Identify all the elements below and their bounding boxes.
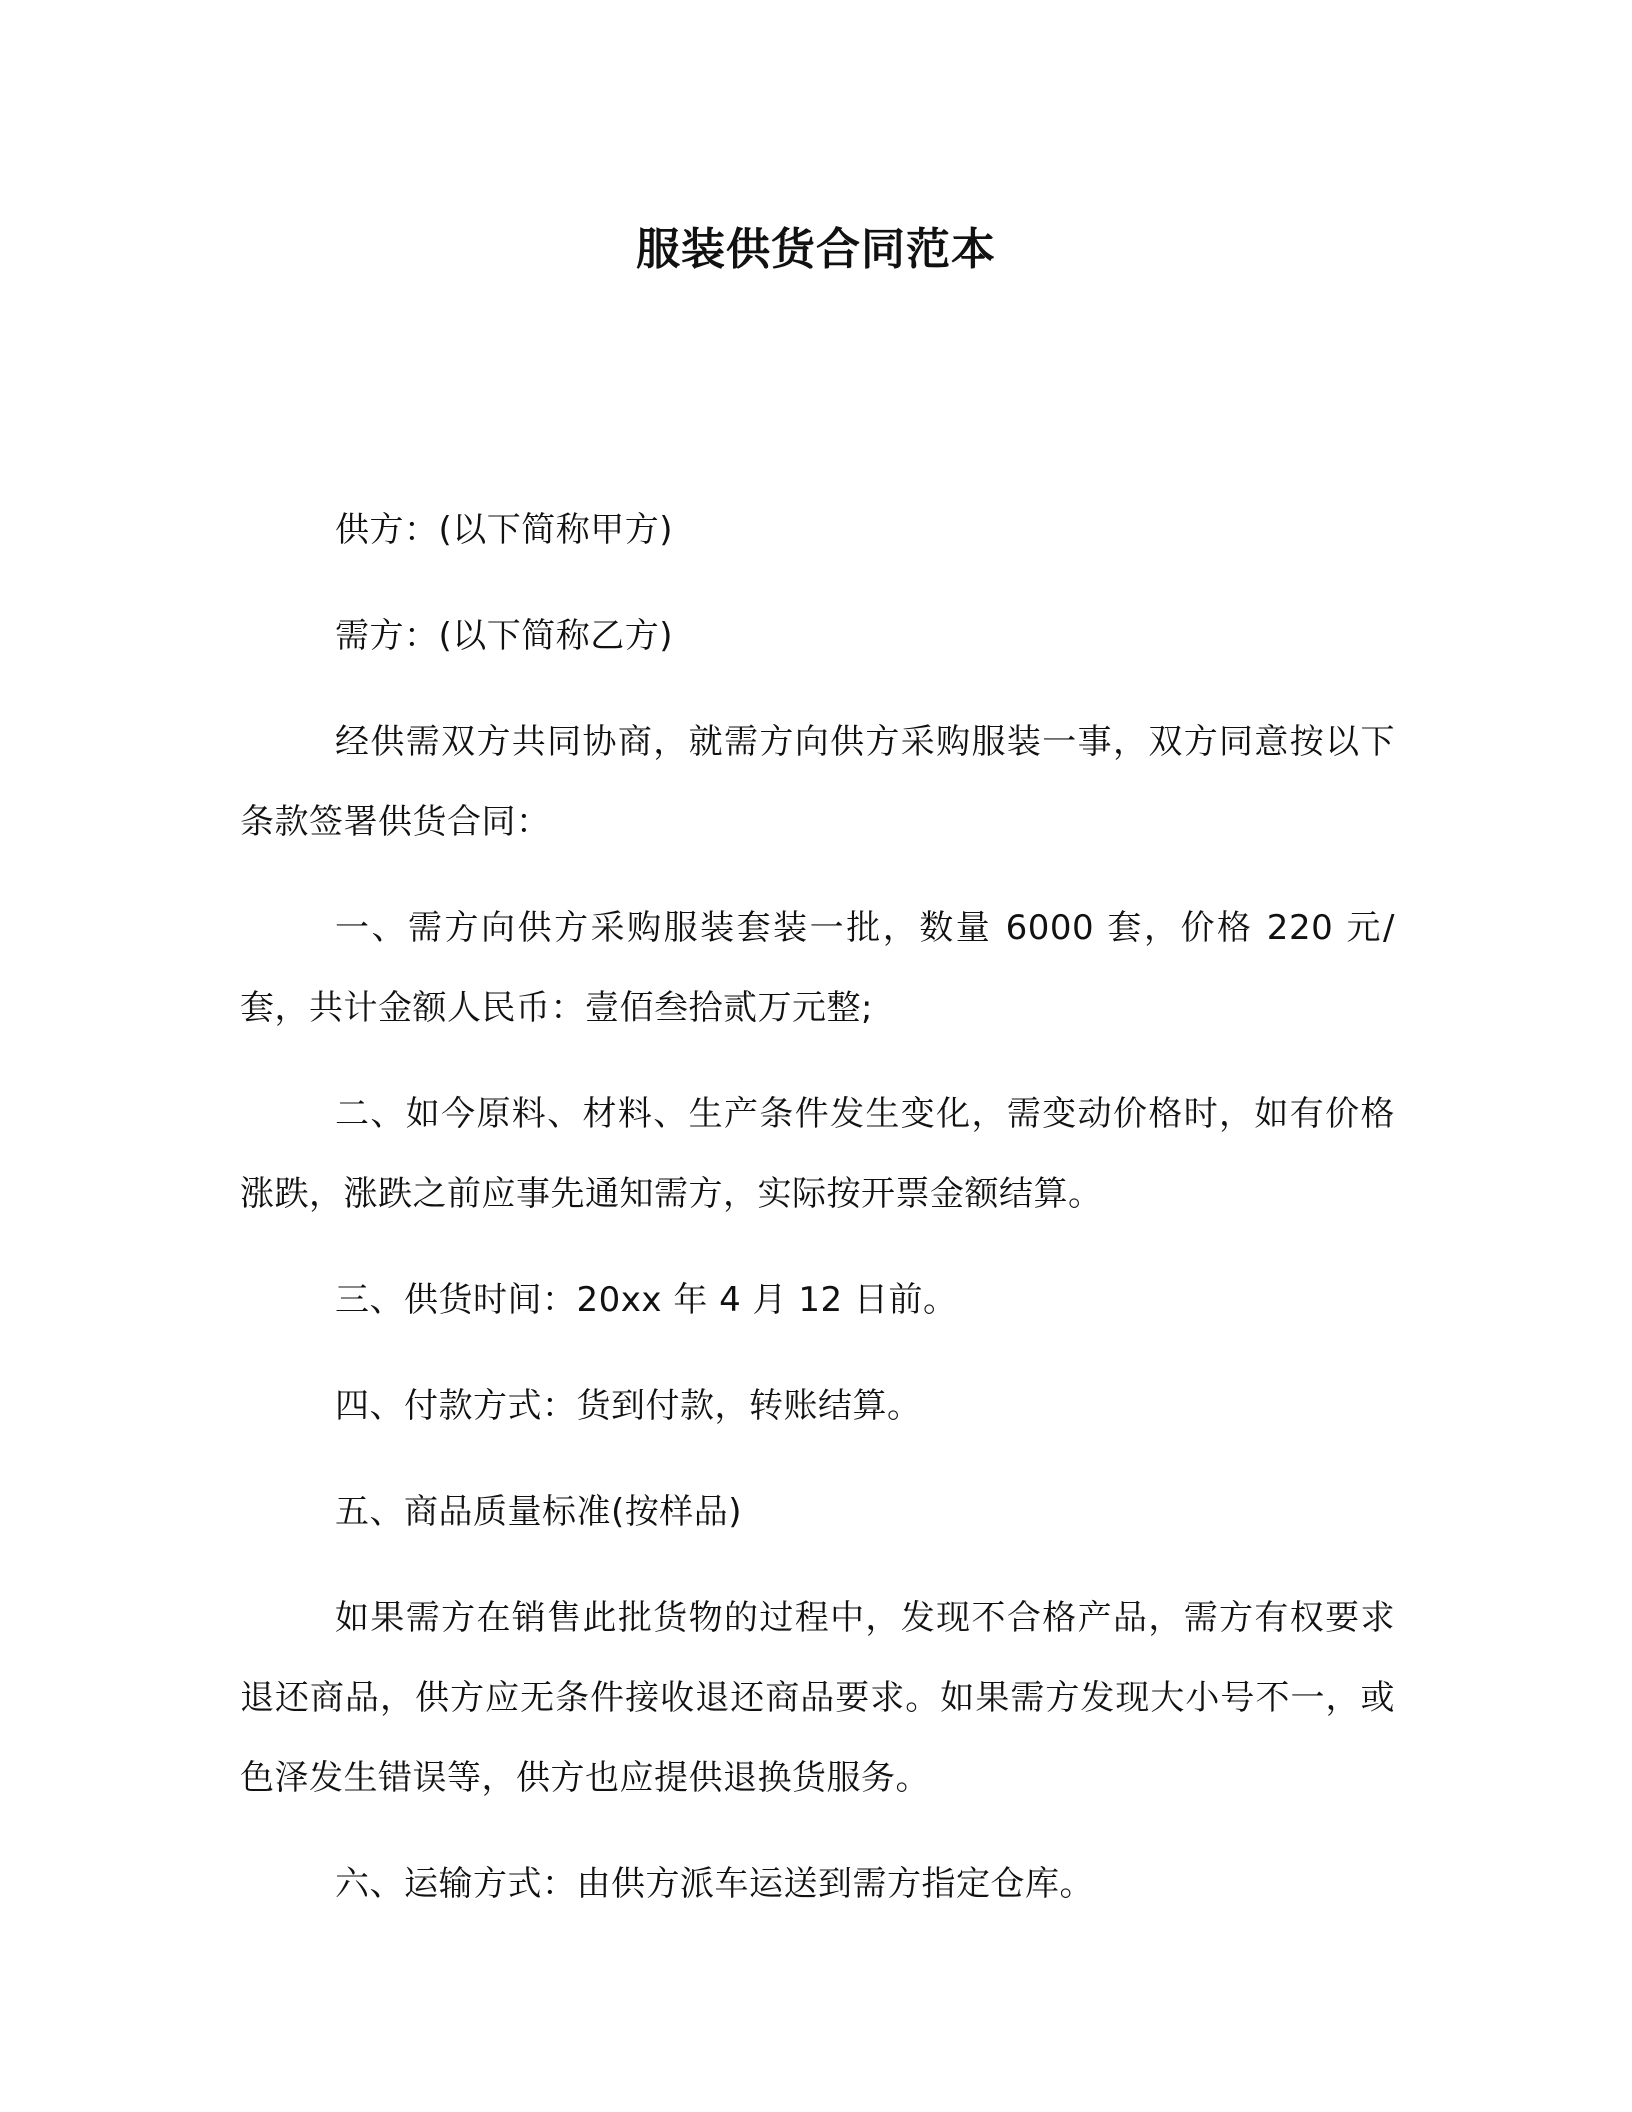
clause-1-quantity-price: 一、需方向供方采购服装套装一批，数量 6000 套，价格 220 元/套，共计金额人民币：壹佰叁拾贰万元整; (240, 908, 1395, 1028)
clause-4-payment-method: 四、付款方式：货到付款，转账结算。 (335, 1386, 922, 1426)
contract-preamble: 经供需双方共同协商，就需方向供方采购服装一事，双方同意按以下条款签署供货合同： (240, 722, 1395, 842)
clause-5-quality-standard: 五、商品质量标准(按样品) (335, 1492, 743, 1532)
clause-6-transport: 六、运输方式：由供方派车运送到需方指定仓库。 (335, 1864, 1094, 1904)
clause-5-returns-detail: 如果需方在销售此批货物的过程中，发现不合格产品，需方有权要求退还商品，供方应无条件接收退还商品要求。如果需方发现大小号不一，或色泽发生错误等，供方也应提供退换货服务。 (240, 1598, 1395, 1798)
party-buyer: 需方：(以下简称乙方) (335, 616, 674, 656)
party-supplier: 供方：(以下简称甲方) (335, 510, 674, 550)
document-body (240, 490, 1395, 1950)
document-title: 服装供货合同范本 (636, 224, 996, 275)
clause-3-delivery-time: 三、供货时间：20xx 年 4 月 12 日前。 (335, 1280, 958, 1320)
clause-2-price-change: 二、如今原料、材料、生产条件发生变化，需变动价格时，如有价格涨跌，涨跌之前应事先通知需方，实际按开票金额结算。 (240, 1094, 1395, 1214)
